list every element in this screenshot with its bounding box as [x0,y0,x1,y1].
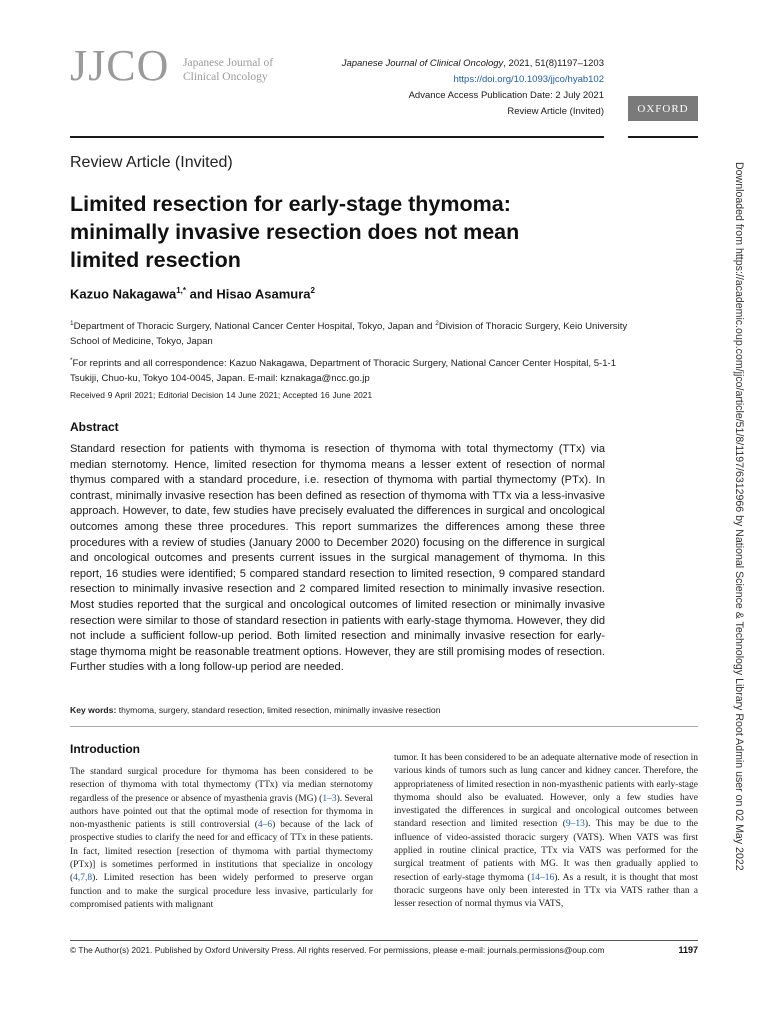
citation-link[interactable]: 4–6 [257,820,273,831]
keywords-list: thymoma, surgery, standard resection, limited resection, minimally invasive resection [116,705,441,715]
corresp-text: For reprints and all correspondence: Kazuo Nakagawa, Department of Thoracic Surgery, National Cancer Center Hospital, 5-1-1 Tsukiji, Chuo-ku, Tokyo 104-0045, Japan. E-mail: kznakaga@ncc.go.jp [70,358,617,385]
introduction-heading: Introduction [70,742,140,756]
journal-logo-text [183,56,273,84]
keywords-label: Key words: [70,705,117,715]
citation-block [342,56,604,120]
article-dates: Received 9 April 2021; Editorial Decision 14 June 2021; Accepted 16 June 2021 [70,390,373,400]
page-number: 1197 [678,945,698,955]
body-text: ). Several authors have pointed out that the optimal mode of resection for thymoma in non-myasthenic patients is still controversial ( [70,793,373,831]
body-text: tumor. It has been considered to be an adequate alternative mode of resection in various kinds of tumors such as lung cancer and kidney cancer. Therefore, the appropriateness of limited resection in non-myasthenic patients with early-stage thymoma should also be evaluated. However, only a few studies have investigated the differences in surgical and oncological outcomes between standard resection and limited resection ( [394,753,698,830]
affil-marker: 1 [70,320,74,327]
body-text: The standard surgical procedure for thymoma has been considered to be resection of thymoma with total thymectomy (TTx) via median sternotomy regardless of the presence or absence of myasthenia gravis (MG) ( [70,767,373,804]
citation-volume: , 2021, 51(8)1197–1203 [503,58,604,69]
copyright-notice: © The Author(s) 2021. Published by Oxford University Press. All rights reserved. For permissions, please e-mail: journals.permissions@oup.com [70,945,605,955]
journal-name: Japanese Journal of Clinical Oncology [341,58,504,69]
footer-rule [70,940,698,941]
header-rule-right [628,136,698,138]
body-text: ). This may be due to the influence of video-assisted thoracic surgery (VATS). When VATS was first applied in routine clinical practice, TTx via VATS was performed for the surgical treatment of patients with MG. It was then gradually applied to resection of early-stage thymoma ( [394,819,699,883]
affiliations [70,316,630,349]
author-list [70,286,315,301]
advance-access-date: Advance Access Publication Date: 2 July 2021 [408,90,604,101]
affil-marker: 2 [435,320,439,327]
logo-line-2: Clinical Oncology [183,71,268,83]
download-watermark-text: Downloaded from https://academic.oup.com/jjco/article/51/8/1197/6312966 by National Science & Technology Library Root Admin user on 02 May 2022 [733,162,745,871]
body-text: ). As a result, it is thought that most thoracic surgeons have only been interested in TTx via VATS rather than a lesser resection of normal thymus via VATS, [394,872,698,910]
journal-logo-mark: JJCO [70,41,170,90]
citation-link[interactable]: 9–13 [565,819,585,830]
intro-column-left [70,766,373,912]
correspondence [70,353,630,386]
doi-link[interactable]: https://doi.org/10.1093/jjco/hyab102 [453,74,604,85]
affil-text: Division of Thoracic Surgery, Keio University School of Medicine, Tokyo, Japan [70,321,628,348]
keywords [70,705,630,715]
citation-line [342,56,604,72]
abstract-body: Standard resection for patients with thymoma is resection of thymoma with total thymectomy (TTx) via median sternotomy. Hence, limited resection for thymoma means a lesser extent of resection of normal thymus compared with a standard procedure, i.e. resection of thymoma with partial thymectomy (PTx). In contrast, minimally invasive resection has been defined as resection of thymoma with TTx via a less-invasive approach. However, to date, few studies have precisely evaluated the differences in surgical and oncological outcomes among these three procedures. This report summarizes the differences among these three procedures with a review of studies (January 2000 to December 2020) focusing on the difference in surgical and oncological outcomes and presents current issues in the surgical management of thymoma. In this report, 16 studies were identified; 5 compared standard resection to limited resection, 9 compared standard resection to minimally invasive resection and 2 compared limited resection to minimally invasive resection. Most studies reported that the surgical and oncological outcomes of limited resection or minimally invasive resection were similar to those of standard resection in patients with early-stage thymoma. However, they did not include a sufficient follow-up period. Both limited resection and minimally invasive resection for early-stage thymoma might be reasonable treatment options. However, they are still promising modes of resection. Further studies with a long follow-up period are needed. [70,443,605,674]
author-superscript: 2 [310,286,315,295]
article-title: Limited resection for early-stage thymoma: minimally invasive resection does not mean limited resection [70,192,520,272]
corresp-marker: * [70,357,73,364]
body-text: ). Limited resection has been widely performed to preserve organ function and to make the surgical procedure less invasive, particularly for compromised patients with malignant [70,873,373,910]
body-text: ) because of the lack of prospective studies to clarify the need for and efficacy of TTx in these patients. In fact, limited resection [resection of thymoma with partial thymectomy (PTx)] is sometimes performed in institutions that specialize in oncology ( [70,820,373,884]
author-separator: and [186,286,217,302]
abstract-heading: Abstract [70,420,119,434]
header-rule [70,136,604,138]
citation-link[interactable]: 1–3 [322,793,337,804]
section-divider [70,726,698,727]
intro-column-right [394,752,698,912]
download-watermark [728,162,752,932]
author-name[interactable]: Hisao Asamura [216,286,311,302]
citation-link[interactable]: 14–16 [530,872,555,883]
article-type: Review Article (Invited) [70,154,233,171]
logo-line-1: Japanese Journal of [183,57,274,69]
oxford-logo: OXFORD [628,96,698,121]
author-name[interactable]: Kazuo Nakagawa [70,286,177,302]
author-superscript: 1,* [176,286,186,295]
citation-link[interactable]: 4,7,8 [73,873,93,884]
affil-text: Department of Thoracic Surgery, National Cancer Center Hospital, Tokyo, Japan and [73,321,436,333]
article-category: Review Article (Invited) [507,106,604,117]
